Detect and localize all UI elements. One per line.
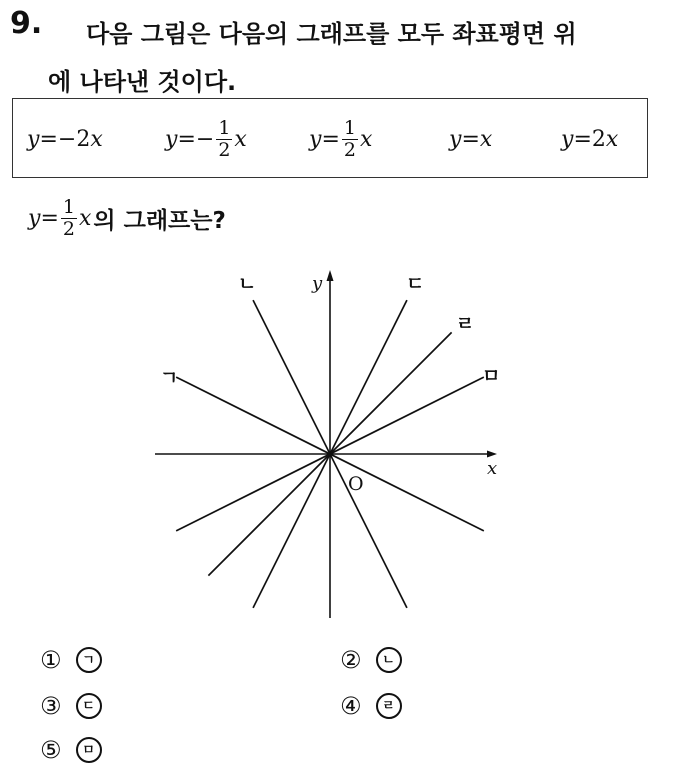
choice-2[interactable]: ② ㄴ <box>340 646 402 674</box>
line-label: ㄱ <box>160 367 179 389</box>
choice-letter: ㄷ <box>76 693 102 719</box>
equation-4: y = x <box>449 126 493 152</box>
equation-2: y =− $\frac{1}{2}$ x <box>165 116 247 161</box>
equation-5: y = 2 x <box>561 126 619 152</box>
line-label: ㄴ <box>238 273 257 295</box>
origin-label: O <box>348 473 364 495</box>
line-label: ㄹ <box>456 313 475 335</box>
choice-letter: ㄱ <box>76 647 102 673</box>
choice-letter: ㅁ <box>76 737 102 763</box>
question-line-1: 다음 그림은 다음의 그래프를 모두 좌표평면 위 <box>86 20 577 48</box>
choice-5[interactable]: ⑤ ㅁ <box>40 736 102 764</box>
choice-letter: ㄴ <box>376 647 402 673</box>
sub-question-text: 의 그래프는? <box>93 207 226 234</box>
choice-3[interactable]: ③ ㄷ <box>40 692 102 720</box>
question-line-2: 에 나타낸 것이다. <box>48 68 237 96</box>
line-label: ㅁ <box>482 365 501 387</box>
equation-3: y = $\frac{1}{2}$ x <box>309 116 373 161</box>
equation-1: y =− 2 x <box>27 126 103 152</box>
sub-question-equation: y = $\frac{1}{2}$ x <box>28 195 92 240</box>
x-axis-label: x <box>487 458 498 479</box>
choice-4[interactable]: ④ ㄹ <box>340 692 402 720</box>
question-number: 9. <box>10 6 43 41</box>
choice-letter: ㄹ <box>376 693 402 719</box>
line-label: ㄷ <box>406 273 425 295</box>
y-axis-arrow <box>327 270 334 281</box>
choice-1[interactable]: ① ㄱ <box>40 646 102 674</box>
y-axis-label: y <box>312 273 323 294</box>
x-axis-arrow <box>487 451 497 458</box>
